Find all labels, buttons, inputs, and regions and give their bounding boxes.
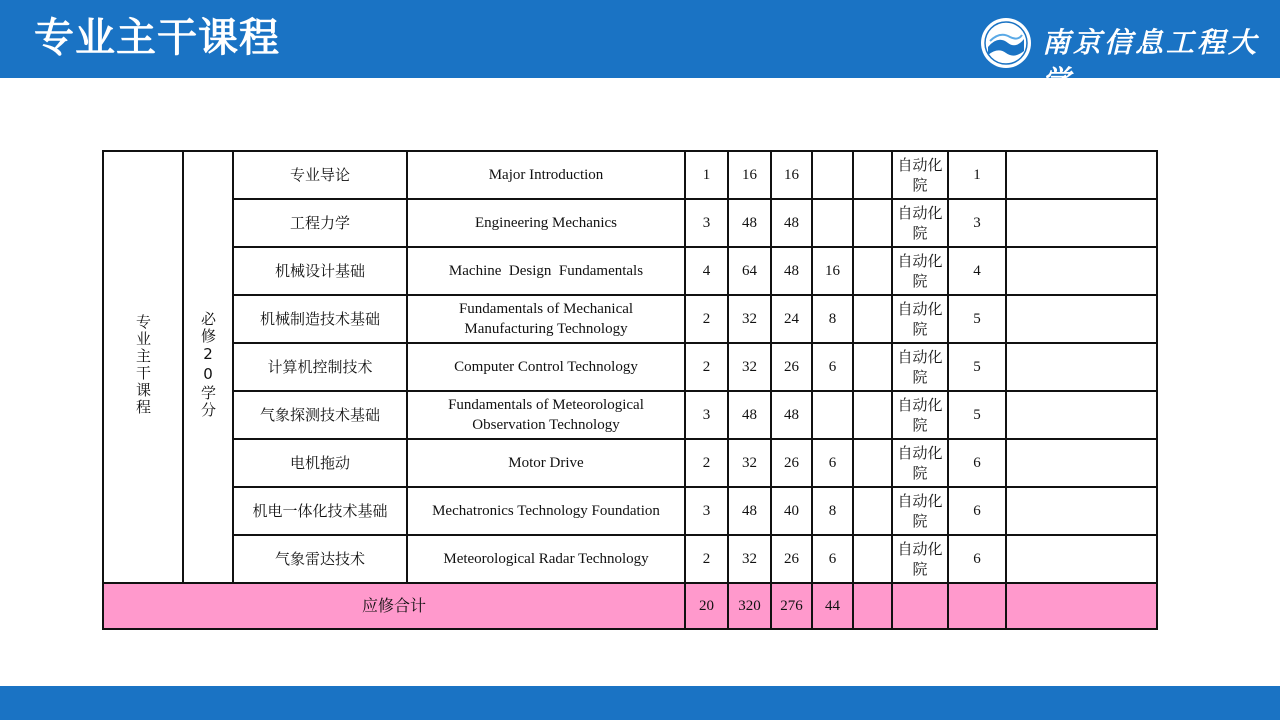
lecture-hours-cell: 26 bbox=[771, 439, 812, 487]
note-cell bbox=[1006, 391, 1157, 439]
hours-cell: 32 bbox=[728, 439, 771, 487]
semester-cell: 5 bbox=[948, 343, 1006, 391]
total-lab-hours: 44 bbox=[812, 583, 853, 629]
credits-cell: 3 bbox=[685, 487, 728, 535]
total-row bbox=[103, 583, 1157, 629]
total-label: 应修合计 bbox=[103, 583, 685, 629]
other-hours-cell bbox=[853, 151, 892, 199]
department-cell: 自动化院 bbox=[892, 247, 948, 295]
semester-cell: 4 bbox=[948, 247, 1006, 295]
hours-cell: 32 bbox=[728, 343, 771, 391]
lecture-hours-cell: 48 bbox=[771, 199, 812, 247]
other-hours-cell bbox=[853, 391, 892, 439]
course-name-cn: 机械制造技术基础 bbox=[233, 295, 407, 343]
table-row bbox=[103, 247, 1157, 295]
credits-cell: 2 bbox=[685, 535, 728, 583]
total-lecture-hours: 276 bbox=[771, 583, 812, 629]
table-row bbox=[103, 343, 1157, 391]
lecture-hours-cell: 26 bbox=[771, 535, 812, 583]
lecture-hours-cell: 48 bbox=[771, 391, 812, 439]
lab-hours-cell: 8 bbox=[812, 487, 853, 535]
note-cell bbox=[1006, 343, 1157, 391]
department-cell: 自动化院 bbox=[892, 199, 948, 247]
note-cell bbox=[1006, 295, 1157, 343]
note-cell bbox=[1006, 199, 1157, 247]
course-name-cn: 机械设计基础 bbox=[233, 247, 407, 295]
other-hours-cell bbox=[853, 439, 892, 487]
lab-hours-cell: 8 bbox=[812, 295, 853, 343]
course-name-en: Fundamentals of Mechanical Manufacturing Technology bbox=[407, 295, 685, 343]
course-name-cn: 气象雷达技术 bbox=[233, 535, 407, 583]
lab-hours-cell bbox=[812, 151, 853, 199]
university-logo bbox=[980, 14, 1270, 97]
other-hours-cell bbox=[853, 343, 892, 391]
course-name-en: Mechatronics Technology Foundation bbox=[407, 487, 685, 535]
lecture-hours-cell: 24 bbox=[771, 295, 812, 343]
lab-hours-cell: 6 bbox=[812, 343, 853, 391]
table-row bbox=[103, 199, 1157, 247]
page-title: 专业主干课程 bbox=[34, 15, 280, 61]
course-table bbox=[102, 150, 1158, 630]
other-hours-cell bbox=[853, 247, 892, 295]
total-semester bbox=[948, 583, 1006, 629]
lab-hours-cell: 6 bbox=[812, 535, 853, 583]
footer-bar bbox=[0, 686, 1280, 720]
department-cell: 自动化院 bbox=[892, 343, 948, 391]
header-bar bbox=[0, 0, 1280, 97]
university-name: 南京信息工程大学 bbox=[1042, 26, 1260, 97]
semester-cell: 1 bbox=[948, 151, 1006, 199]
table-row bbox=[103, 151, 1157, 199]
university-emblem-icon bbox=[980, 17, 1032, 69]
department-cell: 自动化院 bbox=[892, 439, 948, 487]
credits-cell: 2 bbox=[685, 295, 728, 343]
department-cell: 自动化院 bbox=[892, 487, 948, 535]
course-name-cn: 气象探测技术基础 bbox=[233, 391, 407, 439]
lecture-hours-cell: 26 bbox=[771, 343, 812, 391]
note-cell bbox=[1006, 535, 1157, 583]
table-row bbox=[103, 391, 1157, 439]
note-cell bbox=[1006, 151, 1157, 199]
semester-cell: 3 bbox=[948, 199, 1006, 247]
credits-cell: 4 bbox=[685, 247, 728, 295]
total-credits: 20 bbox=[685, 583, 728, 629]
lab-hours-cell: 6 bbox=[812, 439, 853, 487]
credits-cell: 3 bbox=[685, 391, 728, 439]
hours-cell: 32 bbox=[728, 295, 771, 343]
course-name-cn: 专业导论 bbox=[233, 151, 407, 199]
course-name-en: Engineering Mechanics bbox=[407, 199, 685, 247]
other-hours-cell bbox=[853, 295, 892, 343]
credits-cell: 2 bbox=[685, 439, 728, 487]
table-row bbox=[103, 439, 1157, 487]
hours-cell: 48 bbox=[728, 199, 771, 247]
total-hours: 320 bbox=[728, 583, 771, 629]
department-cell: 自动化院 bbox=[892, 535, 948, 583]
hours-cell: 32 bbox=[728, 535, 771, 583]
department-cell: 自动化院 bbox=[892, 391, 948, 439]
other-hours-cell bbox=[853, 535, 892, 583]
hours-cell: 64 bbox=[728, 247, 771, 295]
hours-cell: 48 bbox=[728, 391, 771, 439]
category-cell: 专业主干课程 bbox=[103, 151, 183, 583]
hours-cell: 16 bbox=[728, 151, 771, 199]
course-name-cn: 工程力学 bbox=[233, 199, 407, 247]
semester-cell: 6 bbox=[948, 439, 1006, 487]
lab-hours-cell: 16 bbox=[812, 247, 853, 295]
other-hours-cell bbox=[853, 199, 892, 247]
note-cell bbox=[1006, 439, 1157, 487]
department-cell: 自动化院 bbox=[892, 151, 948, 199]
note-cell bbox=[1006, 247, 1157, 295]
lecture-hours-cell: 48 bbox=[771, 247, 812, 295]
lab-hours-cell bbox=[812, 199, 853, 247]
course-name-en: Fundamentals of Meteorological Observation Technology bbox=[407, 391, 685, 439]
course-name-en: Machine Design Fundamentals bbox=[407, 247, 685, 295]
credits-cell: 2 bbox=[685, 343, 728, 391]
semester-cell: 5 bbox=[948, 391, 1006, 439]
lecture-hours-cell: 16 bbox=[771, 151, 812, 199]
course-name-en: Motor Drive bbox=[407, 439, 685, 487]
semester-cell: 5 bbox=[948, 295, 1006, 343]
course-name-cn: 计算机控制技术 bbox=[233, 343, 407, 391]
course-name-en: Major Introduction bbox=[407, 151, 685, 199]
lab-hours-cell bbox=[812, 391, 853, 439]
course-name-cn: 电机拖动 bbox=[233, 439, 407, 487]
hours-cell: 48 bbox=[728, 487, 771, 535]
course-name-cn: 机电一体化技术基础 bbox=[233, 487, 407, 535]
requirement-cell: 必修20学分 bbox=[183, 151, 233, 583]
semester-cell: 6 bbox=[948, 487, 1006, 535]
course-name-en: Meteorological Radar Technology bbox=[407, 535, 685, 583]
total-note bbox=[1006, 583, 1157, 629]
table-row bbox=[103, 295, 1157, 343]
lecture-hours-cell: 40 bbox=[771, 487, 812, 535]
course-name-en: Computer Control Technology bbox=[407, 343, 685, 391]
semester-cell: 6 bbox=[948, 535, 1006, 583]
table-row bbox=[103, 487, 1157, 535]
credits-cell: 3 bbox=[685, 199, 728, 247]
table-row bbox=[103, 535, 1157, 583]
total-department bbox=[892, 583, 948, 629]
other-hours-cell bbox=[853, 487, 892, 535]
note-cell bbox=[1006, 487, 1157, 535]
department-cell: 自动化院 bbox=[892, 295, 948, 343]
credits-cell: 1 bbox=[685, 151, 728, 199]
total-other-hours bbox=[853, 583, 892, 629]
